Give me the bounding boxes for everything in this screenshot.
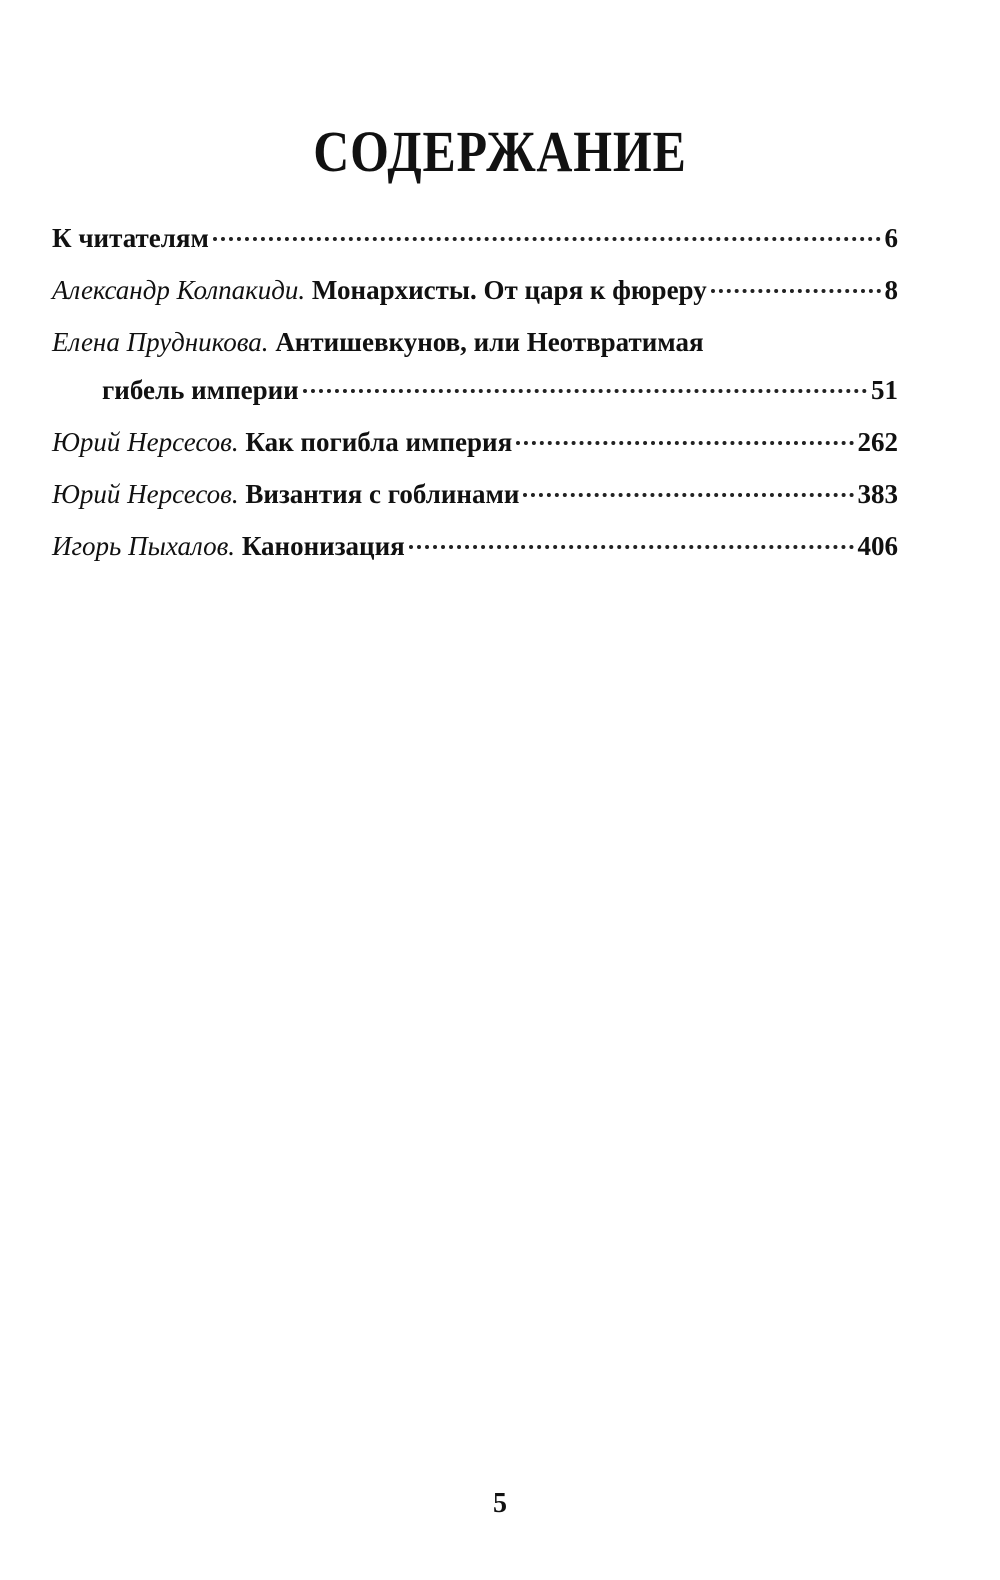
toc-entry (52, 418, 898, 466)
toc-entry-title: Монархисты. От царя к фюреру (311, 275, 707, 305)
toc-entry (52, 266, 898, 314)
toc-entry-author: Игорь Пыхалов. (52, 531, 236, 561)
toc-entry (52, 214, 898, 262)
toc-entry-title: Канонизация (241, 531, 405, 561)
table-of-contents (52, 214, 898, 574)
toc-entry-page: 383 (857, 479, 898, 509)
toc-entry-author: Юрий Нерсесов. (52, 479, 239, 509)
toc-entry (52, 318, 898, 414)
toc-entry-title: Как погибла империя (245, 427, 513, 457)
toc-entry-page: 262 (857, 427, 898, 457)
toc-entry-line (52, 318, 898, 366)
toc-entry-page: 406 (857, 531, 898, 561)
toc-entry-title-continued: гибель империи (102, 375, 299, 405)
dot-leader (409, 535, 854, 549)
toc-entry-page: 8 (884, 275, 898, 305)
toc-entry (52, 470, 898, 518)
dot-leader (516, 431, 853, 445)
dot-leader (213, 227, 881, 241)
toc-entry-page: 51 (871, 375, 898, 405)
toc-entry-author: Юрий Нерсесов. (52, 427, 239, 457)
toc-entry (52, 522, 898, 570)
toc-entry-author: Елена Прудникова. (52, 327, 269, 357)
toc-entry-line (52, 366, 898, 414)
toc-entry-page: 6 (884, 223, 898, 253)
page-title: СОДЕРЖАНИЕ (313, 119, 687, 184)
dot-leader (303, 379, 867, 393)
dot-leader (523, 483, 853, 497)
dot-leader (711, 279, 881, 293)
toc-entry-title: К читателям (52, 223, 209, 253)
toc-entry-title: Византия с гоблинами (245, 479, 520, 509)
toc-entry-title: Антишевкунов, или Неотвратимая (275, 327, 704, 357)
toc-entry-author: Александр Колпакиди. (52, 275, 306, 305)
page-number: 5 (493, 1488, 507, 1519)
